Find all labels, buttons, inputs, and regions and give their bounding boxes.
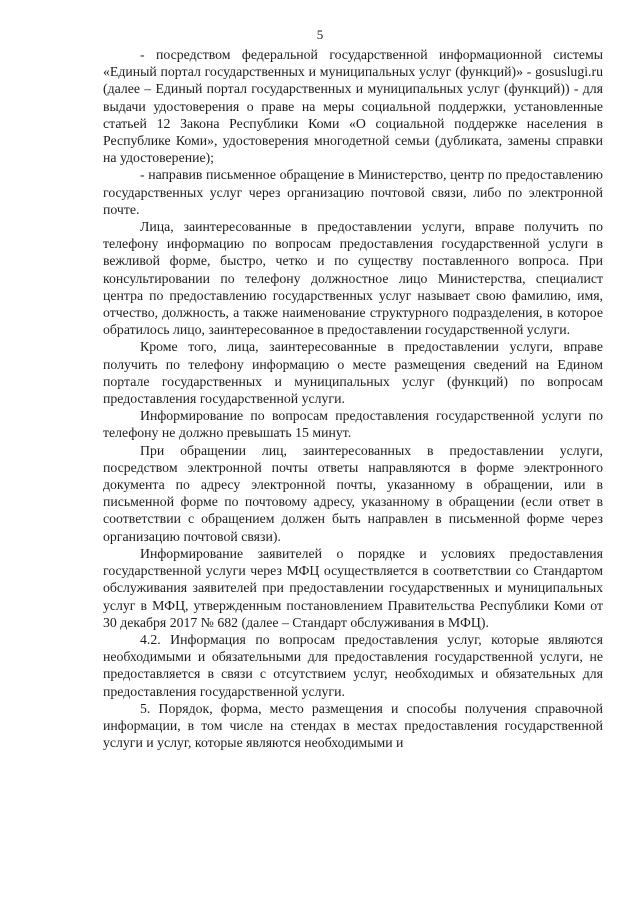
paragraph-section-4-2: 4.2. Информация по вопросам предоставления услуг, которые являются необходимыми и обязательными для предоставления государственной услуги, не предоставляется в связи с отсутствием услуг, необходимых и обязательных для предоставления государственной услуги.: [103, 631, 603, 699]
paragraph-email-response: При обращении лиц, заинтересованных в предоставлении услуги, посредством электронной почты ответы направляются в форме электронного документа по адресу электронной почты, указанному в обращении, или в письменной форме по почтовому адресу, указанному в обращении (если ответ в соответствии с обращением должен быть направлен в письменной форме через организацию почтовой связи).: [103, 442, 603, 544]
paragraph-written-request: - направив письменное обращение в Министерство, центр по предоставлению государственных услуг через организацию почтовой связи, либо по электронной почте.: [103, 167, 603, 217]
paragraph-portal-info: Кроме того, лица, заинтересованные в предоставлении услуги, вправе получить по телефону информацию о месте размещения сведений на Едином портале государственных и муниципальных услуг (функций) по вопросам предоставления государственной услуги.: [103, 339, 603, 407]
page-number: 5: [316, 27, 324, 42]
paragraph-mfc-information: Информирование заявителей о порядке и условиях предоставления государственной услуги через МФЦ осуществляется в соответствии со Стандартом обслуживания заявителей при предоставлении государственных и муниципальных услуг в МФЦ, утвержденным постановлением Правительства Республики Коми от 30 декабря 2017 № 682 (далее – Стандарт обслуживания в МФЦ).: [103, 545, 603, 630]
paragraph-phone-duration: Информирование по вопросам предоставления государственной услуги по телефону не должно превышать 15 минут.: [103, 408, 603, 441]
paragraph-section-5: 5. Порядок, форма, место размещения и способы получения справочной информации, в том числе на стендах в местах предоставления государственной услуги и услуг, которые являются необходимыми и: [103, 700, 603, 751]
document-body: [103, 46, 603, 751]
paragraph-portal-access: - посредством федеральной государственной информационной системы «Единый портал государственных и муниципальных услуг (функций)» - gosuslugi.ru (далее – Единый портал государственных и муниципальных услуг (функций)) - для выдачи удостоверения о праве на меры социальной поддержки, установленные статьей 12 Закона Республики Коми «О социальной поддержке населения в Республике Коми», удостоверения многодетной семьи (дубликата, замены справки на удостоверение);: [103, 47, 603, 166]
paragraph-phone-consultation: Лица, заинтересованные в предоставлении услуги, вправе получить по телефону информацию по вопросам предоставления государственной услуги в вежливой форме, быстро, четко и по существу поставленного вопроса. При консультировании по телефону должностное лицо Министерства, специалист центра по предоставлению государственных услуг называет свою фамилию, имя, отчество, должность, а также наименование структурного подразделения, в которое обратилось лицо, заинтересованное в предоставлении государственной услуги.: [103, 219, 603, 338]
